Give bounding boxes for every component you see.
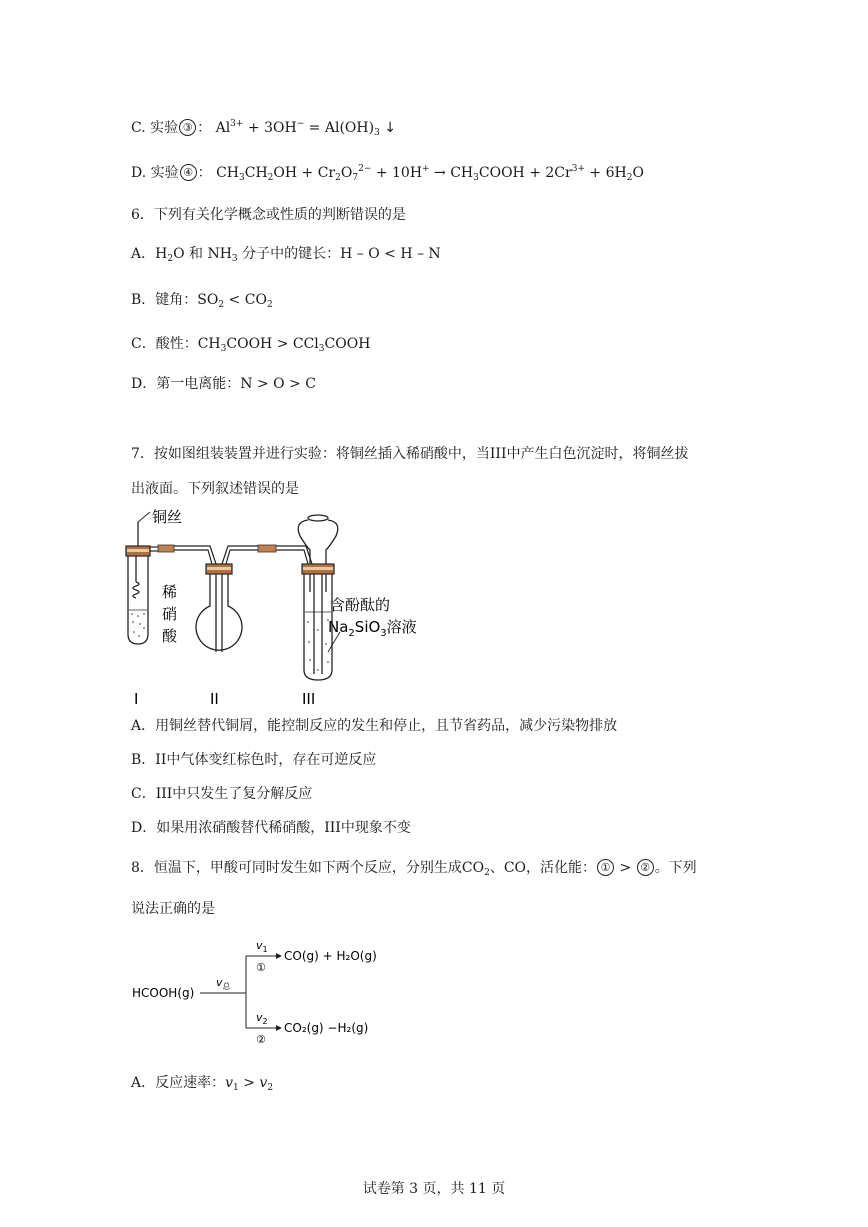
q5-option-c: C. 实验 ③ ： $Al^{3+} + 3OH^- = Al(OH)_3$ ↓ xyxy=(131,119,396,138)
q7-stem-line2: 出液面。下列叙述错误的是 xyxy=(131,481,299,497)
reactant: HCOOH(g) xyxy=(132,986,195,1000)
q7-option-c: C．III中只发生了复分解反应 xyxy=(131,786,313,802)
acid-label-1: 稀 xyxy=(162,583,178,601)
rubber-connector xyxy=(258,545,276,552)
v1-label: $v_1$ xyxy=(256,939,268,954)
q6-option-d: D．第一电离能：N > O > C xyxy=(131,376,316,392)
q6-option-a: A．$H_2O$ 和 $NH_3$ 分子中的键长：H – O < H – N xyxy=(131,246,441,264)
apparatus-figure xyxy=(118,502,448,714)
test-tube-I xyxy=(126,512,150,644)
label-I: I xyxy=(134,690,139,708)
q5-option-d: D. 实验 ④ ： $CH_3CH_2OH + Cr_2O_7^{2-} + 10H^+$ → $CH_3COOH + 2Cr^{3+} + 6H_2O$ xyxy=(131,164,644,183)
q6-option-b: B．键角：$SO_2 < CO_2$ xyxy=(131,292,273,310)
circled-number: ③ xyxy=(179,119,196,136)
rubber-connector xyxy=(158,545,174,552)
q8-stem-line1: 8．恒温下，甲酸可同时发生如下两个反应，分别生成$CO_2$、CO，活化能： ① > ② 。下列 xyxy=(131,860,697,878)
arrow-head xyxy=(276,953,282,959)
page-footer: 试卷第 3 页，共 11 页 xyxy=(362,1181,506,1197)
q6-option-c: C．酸性：$CH_3COOH$ > CCl$_3$COOH xyxy=(131,336,371,354)
ionic-equation: $CH_3CH_2OH + Cr_2O_7^{2-} + 10H^+$ → $CH_3COOH + 2Cr^{3+} + 6H_2O$ xyxy=(216,164,644,183)
copper-wire-label: 铜丝 xyxy=(152,508,183,526)
product-1: CO(g) + H₂O(g) xyxy=(284,949,377,963)
reaction-2-marker: ② xyxy=(256,1033,266,1046)
flask-II xyxy=(196,564,242,652)
q7-option-a: A．用铜丝替代铜屑，能控制反应的发生和停止，且节省药品，减少污染物排放 xyxy=(131,718,618,734)
v-total: $v_总$ xyxy=(216,976,231,991)
acid-label-3: 酸 xyxy=(162,627,178,645)
label-II: II xyxy=(210,690,219,708)
phenolphthalein-label: 含酚酞的 xyxy=(330,596,391,614)
q7-stem-line1: 7．按如图组装装置并进行实验：将铜丝插入稀硝酸中，当III中产生白色沉淀时，将铜丝拔 xyxy=(131,446,689,462)
reaction-1-marker: ① xyxy=(256,961,266,974)
q7-option-d: D．如果用浓硝酸替代稀硝酸，III中现象不变 xyxy=(131,820,411,836)
arrow-head xyxy=(276,1025,282,1031)
q6-stem: 6．下列有关化学概念或性质的判断错误的是 xyxy=(131,207,406,223)
circled-number: ① xyxy=(597,859,614,876)
q8-stem-line2: 说法正确的是 xyxy=(131,901,215,917)
acid-liquid xyxy=(129,610,147,637)
label-III: III xyxy=(302,690,316,708)
circled-number: ② xyxy=(637,859,654,876)
acid-label-2: 硝 xyxy=(162,605,178,623)
option-label: C. xyxy=(131,120,146,136)
reaction-scheme xyxy=(128,934,388,1046)
option-label: D. xyxy=(131,165,147,181)
silicate-label: $Na_2SiO_3$溶液 xyxy=(328,618,417,639)
ionic-equation: $Al^{3+} + 3OH^- = Al(OH)_3$ ↓ xyxy=(215,119,396,138)
v2-label: $v_2$ xyxy=(256,1011,268,1026)
q8-option-a: A．反应速率：$v_1 > v_2$ xyxy=(131,1075,274,1093)
q7-option-b: B．II中气体变红棕色时，存在可逆反应 xyxy=(131,752,377,768)
product-2: CO₂(g) −H₂(g) xyxy=(284,1021,369,1035)
circled-number: ④ xyxy=(180,164,197,181)
